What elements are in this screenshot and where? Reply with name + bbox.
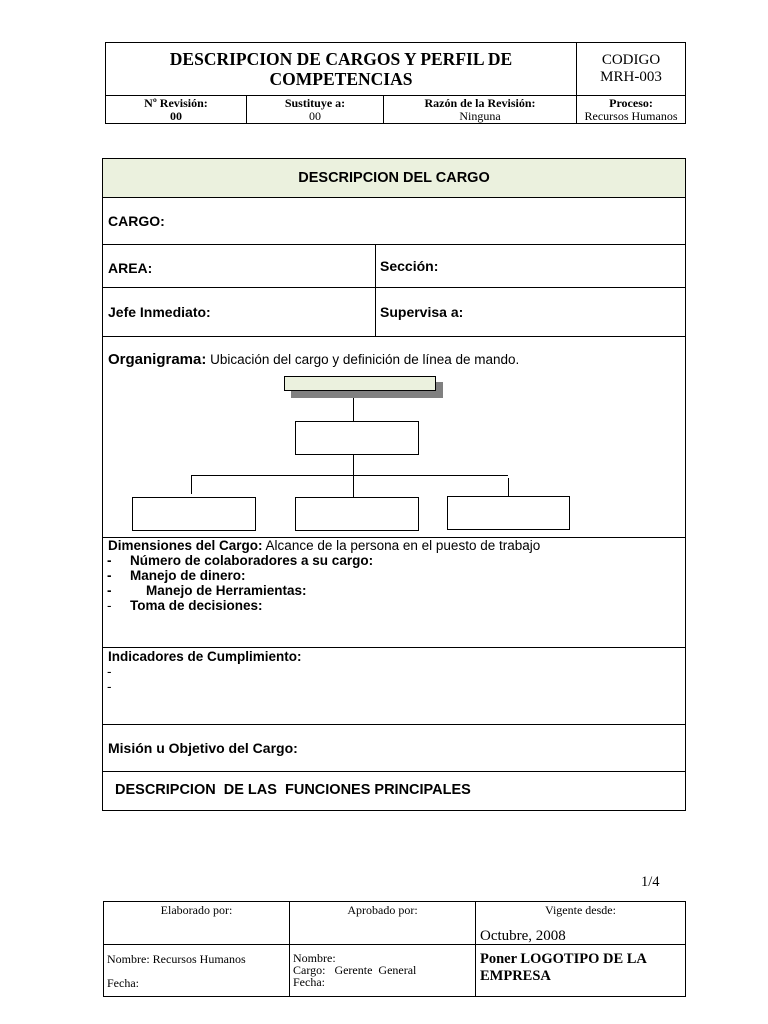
org-bottom-box [295,497,419,531]
code-label: CODIGO [601,52,661,68]
replaces-cell [246,95,384,124]
fecha-aprobado: Fecha: [293,975,325,989]
org-bottom-box [132,497,256,531]
org-connector [191,475,508,476]
vigente-value: Octubre, 2008 [480,928,566,944]
vigente-cell [475,901,686,945]
cargo-label: CARGO: [108,213,165,229]
list-item-text: Toma de decisiones: [130,598,263,613]
reason-value: Ninguna [459,109,501,123]
logo-placeholder-cell [475,944,686,997]
indicadores-section [102,647,686,725]
seccion-label: Sección: [380,258,439,274]
organigrama-heading [108,351,519,368]
process-label: Proceso: [609,96,653,110]
reason-label: Razón de la Revisión: [424,96,536,110]
revision-value: 00 [170,109,182,123]
funciones-header [102,771,686,811]
list-item: - [107,679,112,694]
logo-placeholder-text: Poner LOGOTIPO DE LA EMPRESA [480,951,647,984]
org-connector [508,478,509,496]
replaces-label: Sustituye a: [284,96,346,110]
elaborado-cell [103,901,290,945]
document-code-cell [576,42,686,96]
process-value: Recursos Humanos [584,109,678,123]
mision-label: Misión u Objetivo del Cargo: [108,740,298,756]
page-number: 1/4 [641,874,660,890]
cargo-row[interactable] [102,197,686,245]
fecha-elaborado: Fecha: [107,976,139,990]
aprobado-signature-cell [289,944,476,997]
org-connector [353,398,354,421]
process-cell [576,95,686,124]
section-header [102,158,686,198]
nombre-aprobado: Nombre: [293,951,336,965]
document-title-cell [105,42,577,96]
jefe-label: Jefe Inmediato: [108,304,211,320]
list-item-text: Número de colaboradores a su cargo: [130,553,374,568]
list-item: - Toma de decisiones: [107,598,263,613]
elaborado-signature-cell [103,944,290,997]
list-item: - [107,664,112,679]
indicadores-list [107,664,112,694]
org-connector [353,455,354,497]
elaborado-label: Elaborado por: [160,903,233,917]
reason-cell [383,95,577,124]
section-title: DESCRIPCION DEL CARGO [298,170,490,186]
document-title: DESCRIPCION DE CARGOS Y PERFIL DE COMPETENCIAS [169,49,513,89]
aprobado-label: Aprobado por: [347,903,418,917]
area-cell[interactable] [102,244,376,288]
revision-cell [105,95,247,124]
list-item: - Manejo de Herramientas: [107,583,307,598]
vigente-label: Vigente desde: [545,903,616,917]
org-bottom-box [447,496,570,530]
mision-row[interactable] [102,724,686,772]
org-middle-box [295,421,419,455]
funciones-title: DESCRIPCION DE LAS FUNCIONES PRINCIPALES [115,782,471,798]
org-top-box [284,376,436,391]
supervisa-cell[interactable] [375,287,686,337]
org-connector [191,475,192,494]
list-item: - Manejo de dinero: [107,568,246,583]
dimensiones-label: Dimensiones del Cargo: [108,538,263,553]
indicadores-label: Indicadores de Cumplimiento: [108,649,302,664]
organigrama-label: Organigrama: [108,351,207,368]
list-item-text: Manejo de dinero: [130,568,246,583]
list-item: - Número de colaboradores a su cargo: [107,553,374,568]
list-item-text: Manejo de Herramientas: [146,583,307,598]
area-label: AREA: [108,260,153,276]
nombre-rh: Nombre: Recursos Humanos [107,952,246,966]
jefe-cell[interactable] [102,287,376,337]
replaces-value: 00 [309,109,321,123]
dimensiones-list [107,553,373,613]
dimensiones-section [102,537,686,648]
seccion-cell[interactable] [375,244,686,288]
aprobado-cell [289,901,476,945]
cargo-aprobado: Cargo: Gerente General [293,963,417,977]
organigrama-text: Ubicación del cargo y definición de línea de mando. [206,352,520,367]
supervisa-label: Supervisa a: [380,304,464,320]
revision-label: Nº Revisión: [144,96,208,110]
dimensiones-heading [108,538,540,553]
code-value: MRH-003 [600,69,662,85]
dimensiones-text: Alcance de la persona en el puesto de trabajo [262,538,541,553]
